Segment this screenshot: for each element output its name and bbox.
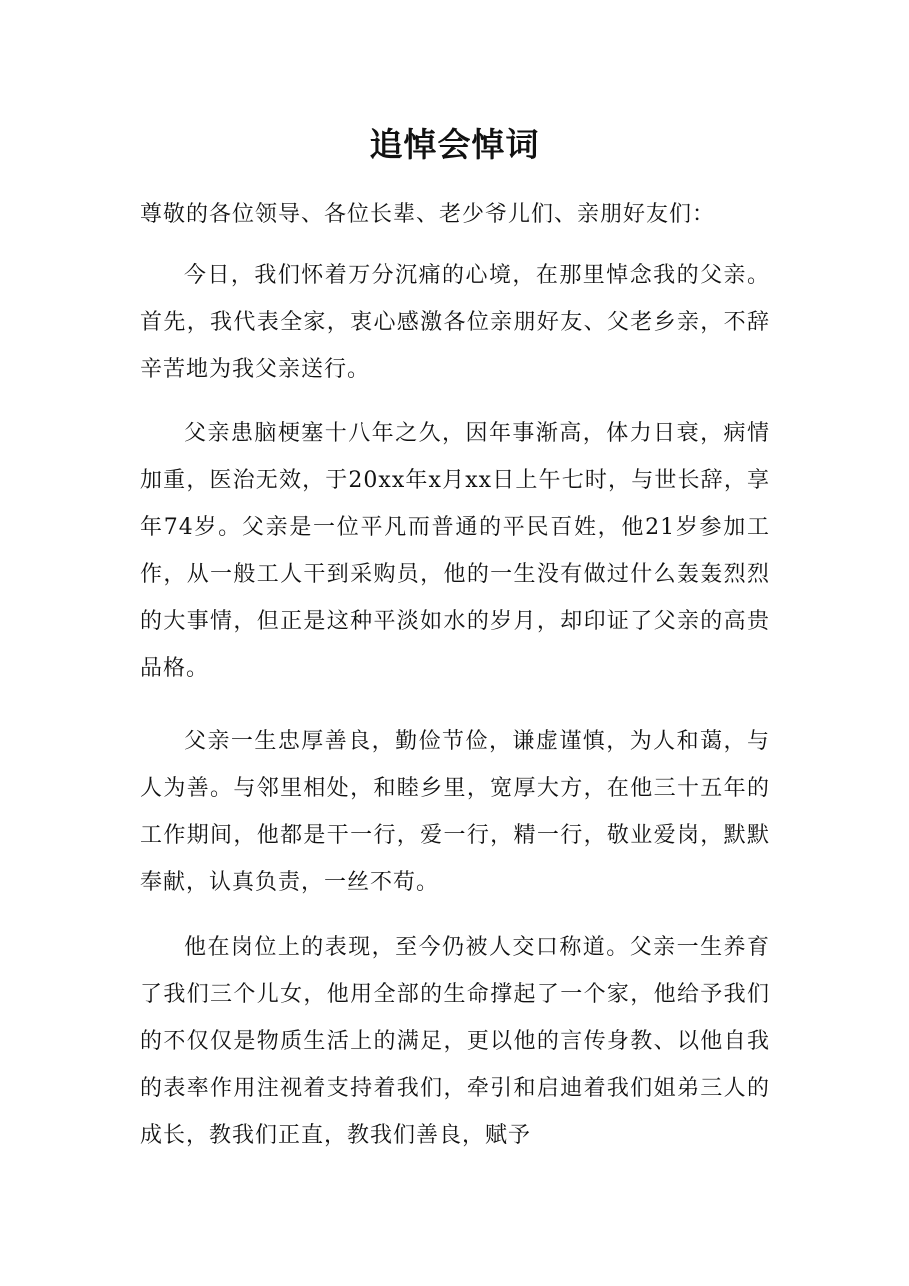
paragraph-1: 今日，我们怀着万分沉痛的心境，在那里悼念我的父亲。首先，我代表全家，衷心感激各位亲朋好友、父老乡亲，不辞辛苦地为我父亲送行。: [140, 263, 770, 382]
paragraph-3: 父亲一生忠厚善良，勤俭节俭，谦虚谨慎，为人和蔼，与人为善。与邻里相处，和睦乡里，宽厚大方，在他三十五年的工作期间，他都是干一行，爱一行，精一行，敬业爱岗，默默奉献，认真负责，一丝不苟。: [140, 729, 770, 895]
paragraph-4: 他在岗位上的表现，至今仍被人交口称道。父亲一生养育了我们三个儿女，他用全部的生命撑起了一个家，他给予我们的不仅仅是物质生活上的满足，更以他的言传身教、以他自我的表率作用注视着支持着我们，牵引和启迪着我们姐弟三人的成长，教我们正直，教我们善良，赋予: [140, 935, 770, 1148]
salutation: 尊敬的各位领导、各位长辈、老少爷儿们、亲朋好友们：: [140, 202, 716, 227]
document-title: 追悼会悼词: [369, 125, 540, 164]
paragraph-2: 父亲患脑梗塞十八年之久，因年事渐高，体力日衰，病情加重，医治无效，于20xx年x月xx日上午七时，与世长辞，享年74岁。父亲是一位平凡而普通的平民百姓，他21岁参加工作，从一般工人干到采购员，他的一生没有做过什么轰轰烈烈的大事情，但正是这种平淡如水的岁月，却印证了父亲的高贵品格。: [140, 421, 770, 681]
